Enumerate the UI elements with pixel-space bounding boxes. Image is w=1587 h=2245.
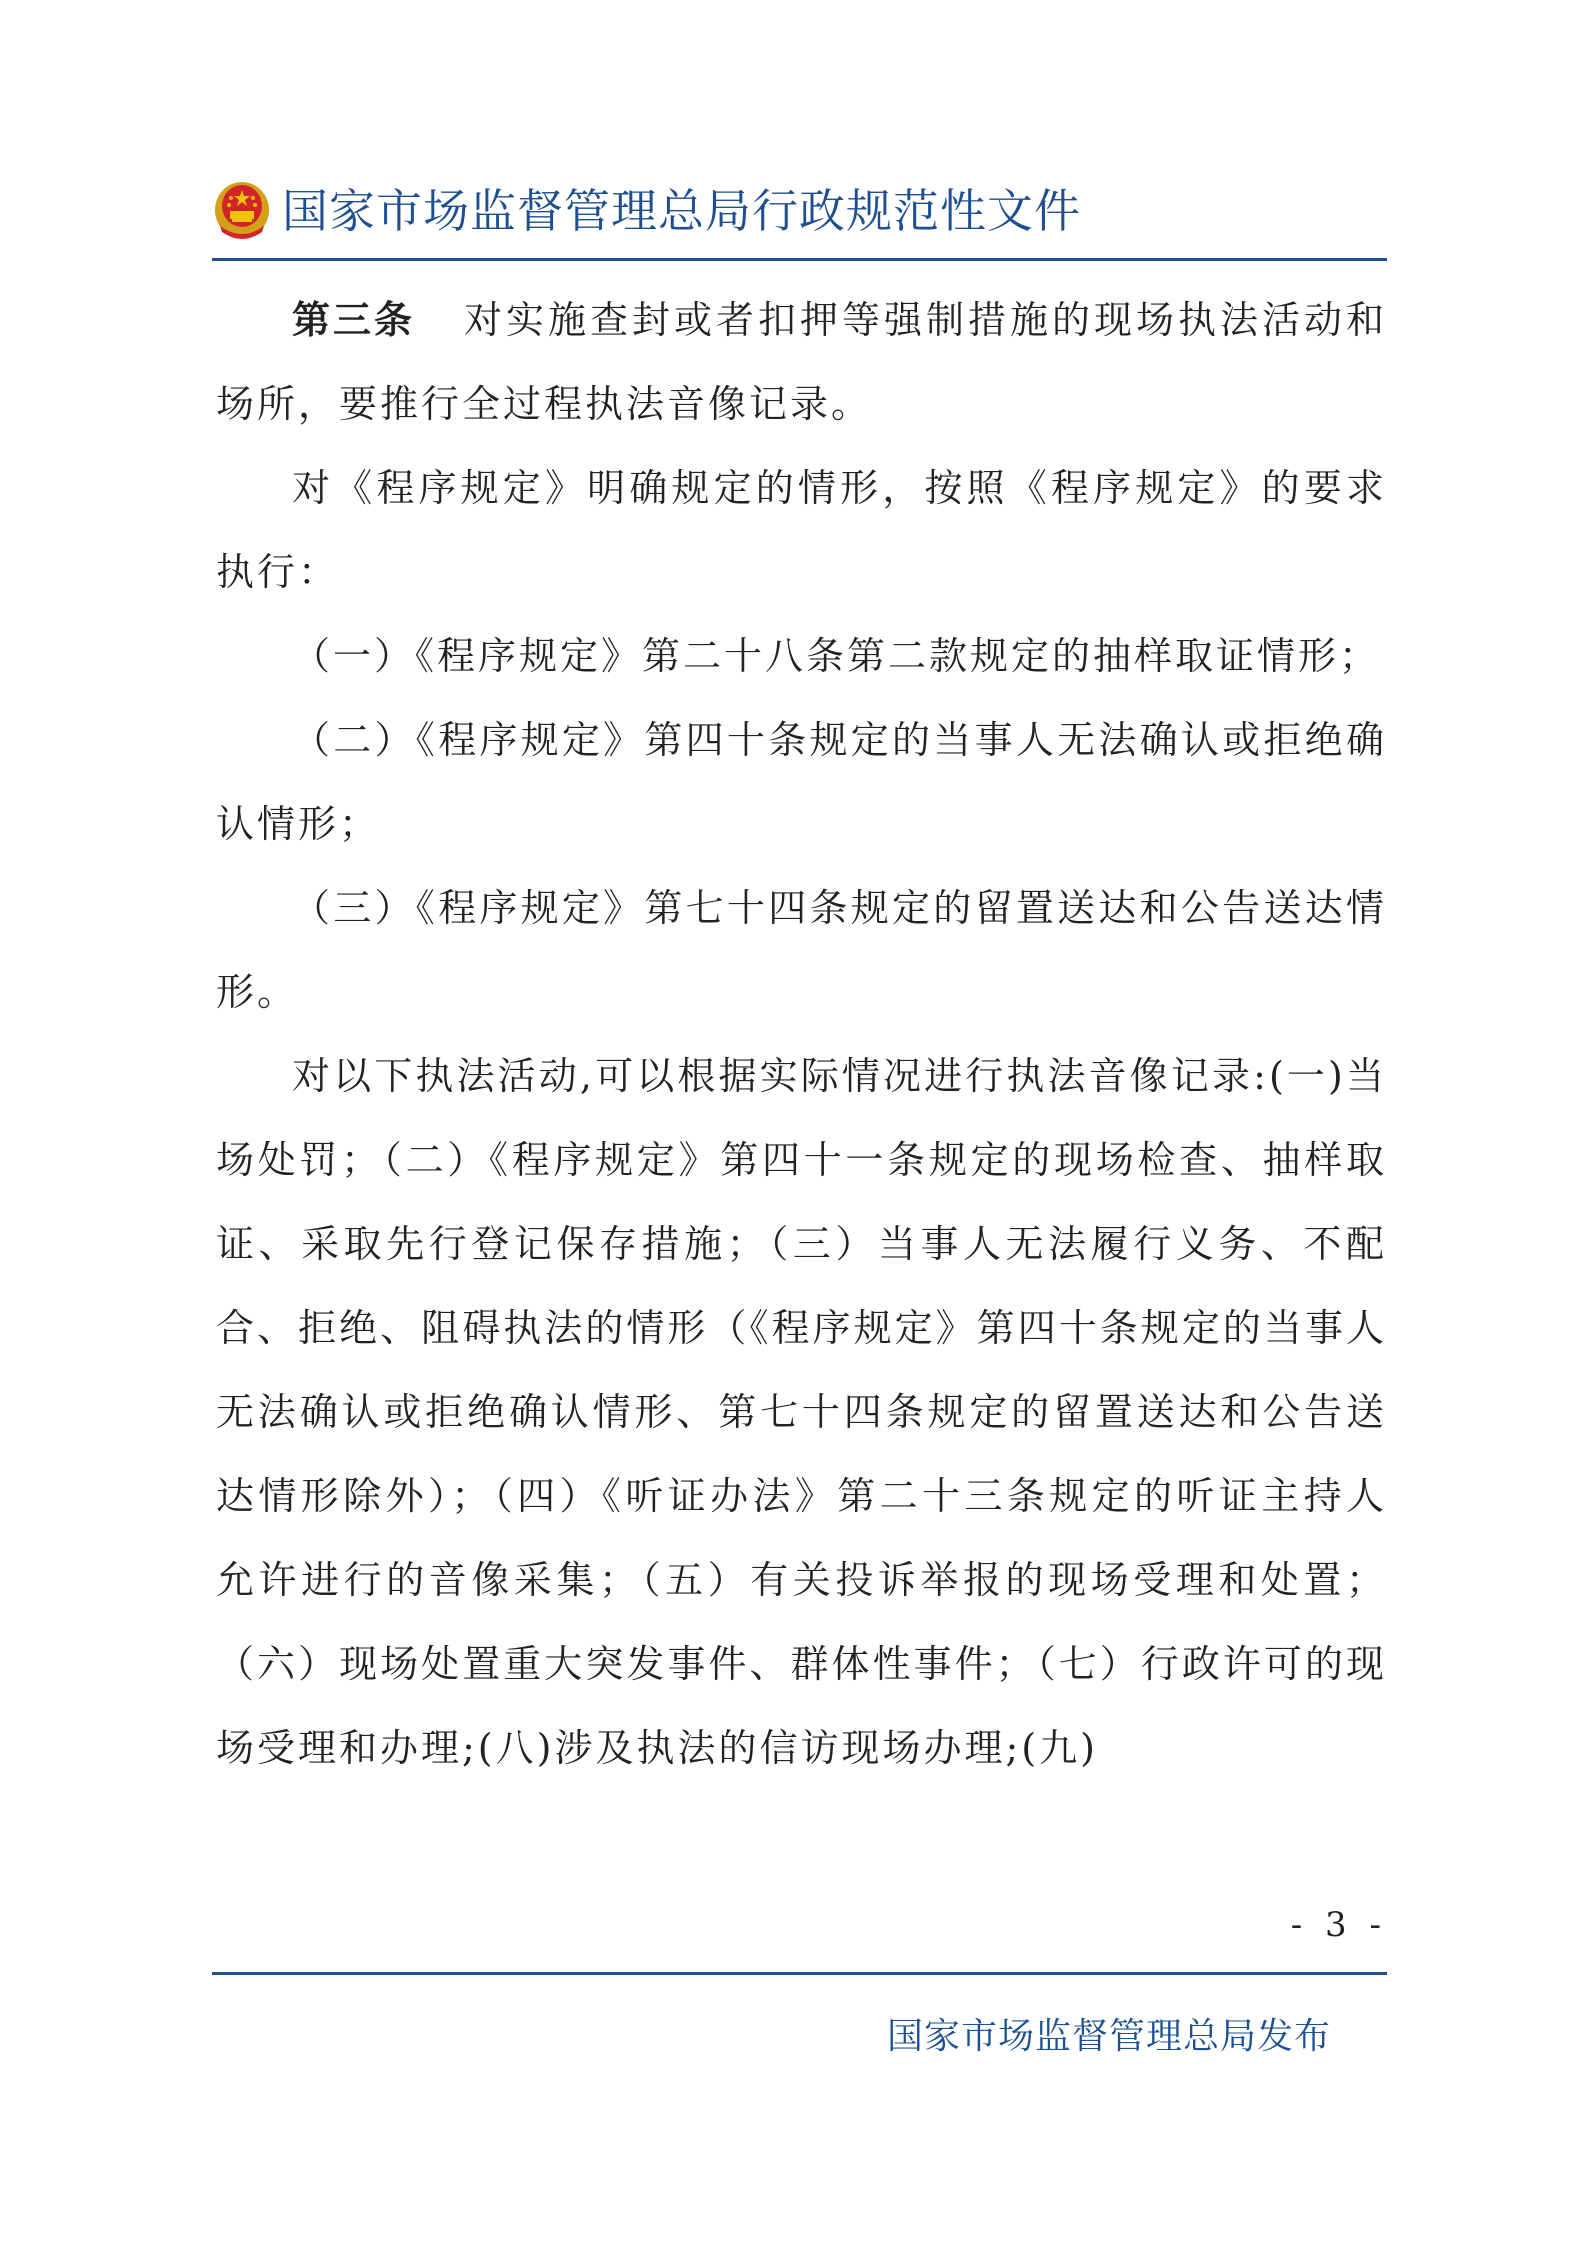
paragraph: 对《程序规定》明确规定的情形，按照《程序规定》的要求执行： (216, 466, 1387, 594)
footer-publisher: 国家市场监督管理总局发布 (886, 2016, 1331, 2057)
footer-divider (212, 1972, 1387, 1975)
paragraph: （三）《程序规定》第七十四条规定的留置送达和公告送达情形。 (216, 886, 1387, 1014)
document-body (216, 278, 1387, 1790)
paragraph (216, 278, 1387, 446)
paragraph: （二）《程序规定》第四十条规定的当事人无法确认或拒绝确认情形； (216, 718, 1387, 846)
article-number: 第三条 (292, 298, 415, 342)
paragraph-text: 对实施查封或者扣押等强制措施的现场执法活动和场所，要推行全过程执法音像记录。 (216, 298, 1387, 426)
paragraph: （一）《程序规定》第二十八条第二款规定的抽样取证情形； (292, 634, 1381, 678)
document-series-title: 国家市场监督管理总局行政规范性文件 (282, 184, 1081, 238)
document-header (212, 168, 1081, 248)
page-number: - 3 - (1290, 1905, 1387, 1945)
header-divider (212, 258, 1387, 261)
national-emblem-icon (212, 176, 272, 240)
paragraph: 对以下执法活动,可以根据实际情况进行执法音像记录:(一)当场处罚；（二）《程序规定》第四十一条规定的现场检查、抽样取证、采取先行登记保存措施；（三）当事人无法履行义务、不配合、拒绝、阻碍执法的情形（《程序规定》第四十条规定的当事人无法确认或拒绝确认情形、第七十四条规定的留置送达和公告送达情形除外）；（四）《听证办法》第二十三条规定的听证主持人允许进行的音像采集；（五）有关投诉举报的现场受理和处置；（六）现场处置重大突发事件、群体性事件；（七）行政许可的现场受理和办理;(八)涉及执法的信访现场办理;(九) (216, 1054, 1387, 1770)
